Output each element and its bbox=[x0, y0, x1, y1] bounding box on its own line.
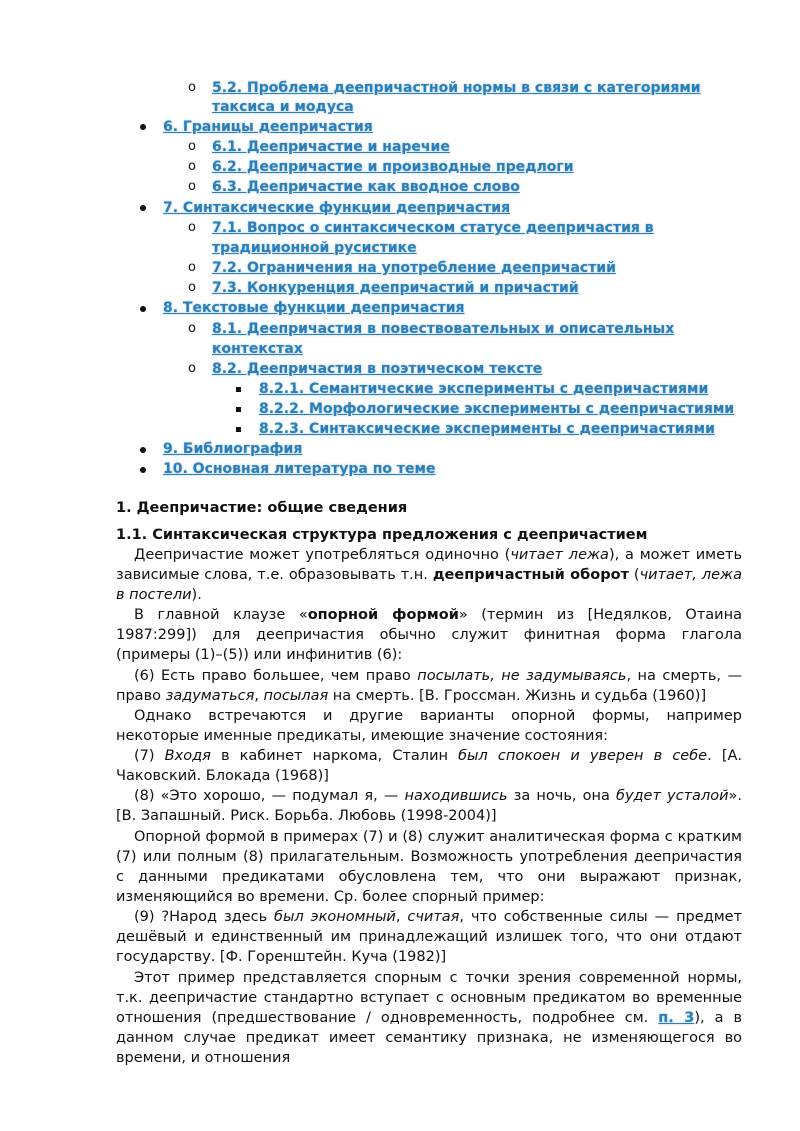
toc-link[interactable]: таксиса и модуса bbox=[212, 99, 354, 115]
toc-link[interactable]: 7.2. Ограничения на употребление деепричастий bbox=[212, 260, 616, 276]
italic-text: находившись bbox=[404, 788, 508, 804]
toc-link[interactable]: 10. Основная литература по теме bbox=[163, 461, 436, 477]
toc-link[interactable]: 7.1. Вопрос о синтаксическом статусе деепричастия в bbox=[212, 220, 654, 236]
toc-item-continuation bbox=[212, 339, 303, 359]
italic-text: Входя bbox=[164, 748, 211, 764]
toc-item-continuation bbox=[212, 97, 354, 117]
toc-item bbox=[212, 177, 520, 197]
text: , bbox=[395, 909, 408, 925]
text: ), а в данном случае предикат имеет семантику признака, не изменяющегося во времени, и отношения bbox=[116, 1010, 742, 1067]
toc-link[interactable]: 8.1. Деепричастия в повествовательных и описательных bbox=[212, 321, 675, 337]
circle-bullet: o bbox=[188, 361, 196, 376]
toc-item bbox=[163, 298, 465, 318]
toc-link[interactable]: 8. Текстовые функции деепричастия bbox=[163, 300, 465, 316]
section-reference-link[interactable]: п. 3 bbox=[658, 1010, 695, 1027]
toc-item bbox=[212, 319, 674, 339]
text: , на смерть, — право bbox=[116, 668, 742, 705]
circle-bullet: o bbox=[188, 260, 196, 275]
text: ). bbox=[191, 587, 202, 604]
toc-link[interactable]: 9. Библиография bbox=[163, 441, 303, 457]
toc-item bbox=[259, 399, 734, 419]
toc-item bbox=[212, 218, 654, 238]
circle-bullet: o bbox=[188, 159, 196, 174]
bullet-dot bbox=[140, 467, 146, 473]
italic-text: посылать, не задумываясь bbox=[417, 668, 627, 684]
text: на смерть. [В. Гроссман. Жизнь и судьба (1960)] bbox=[328, 688, 707, 705]
toc-item bbox=[163, 117, 373, 137]
italic-text: задуматься bbox=[165, 688, 255, 705]
text: (8) «Это хорошо, — подумал я, — bbox=[134, 788, 405, 804]
toc-item bbox=[212, 258, 616, 278]
section-heading: 1. Деепричастие: общие сведения bbox=[116, 500, 408, 516]
toc-item bbox=[259, 419, 715, 439]
circle-bullet: o bbox=[188, 220, 196, 235]
toc-link[interactable]: контекстах bbox=[212, 341, 303, 357]
bullet-dot bbox=[140, 124, 146, 130]
toc-link[interactable]: 6.3. Деепричастие как вводное слово bbox=[212, 179, 520, 195]
example-9 bbox=[116, 907, 742, 967]
text: Этот пример представляется спорным с точки зрения современной нормы, т.к. деепричастие стандартно вступает с основным предикатом во временные отношения (предшествование / одновременность, подробнее см. bbox=[116, 970, 742, 1027]
italic-text: будет усталой bbox=[616, 788, 729, 804]
toc-item-continuation bbox=[212, 238, 417, 258]
square-bullet bbox=[236, 387, 241, 392]
toc-item bbox=[212, 157, 574, 177]
text: ». [В. Запашный. Риск. Борьба. Любовь (1998-2004)] bbox=[116, 788, 742, 825]
toc-link[interactable]: 8.2.2. Морфологические эксперименты с деепричастиями bbox=[259, 401, 735, 417]
italic-text: был спокоен и уверен в себе bbox=[458, 748, 708, 764]
text: (7) bbox=[134, 748, 165, 764]
text: ( bbox=[628, 567, 640, 584]
text: , bbox=[254, 688, 264, 705]
text: » (термин из [Недялков, Отаина 1987:299]) для деепричастия обычно служит финитная форма глагола (примеры (1)–(5)) или инфинитив (6): bbox=[116, 607, 742, 664]
toc-link[interactable]: 8.2.1. Семантические эксперименты с деепричастиями bbox=[259, 381, 709, 397]
circle-bullet: o bbox=[188, 280, 196, 295]
example-6 bbox=[116, 666, 742, 706]
bold-term: опорной формой bbox=[307, 607, 459, 623]
paragraph-5 bbox=[116, 968, 742, 1068]
toc-link[interactable]: 6.2. Деепричастие и производные предлоги bbox=[212, 159, 574, 175]
text: (9) ?Народ здесь bbox=[134, 909, 275, 925]
toc-item bbox=[212, 359, 542, 379]
toc-item bbox=[212, 137, 450, 157]
text: в кабинет наркома, Сталин bbox=[210, 748, 459, 764]
text: . [А. Чаковский. Блокада (1968)] bbox=[116, 748, 743, 785]
square-bullet bbox=[236, 427, 241, 432]
example-8 bbox=[116, 786, 742, 826]
circle-bullet: o bbox=[188, 321, 196, 336]
text: Деепричастие может употребляться одиночно ( bbox=[134, 547, 511, 563]
circle-bullet: o bbox=[188, 179, 196, 194]
toc-item bbox=[163, 198, 510, 218]
toc-link[interactable]: 6. Границы деепричастия bbox=[163, 119, 373, 135]
toc-link[interactable]: 7. Синтаксические функции деепричастия bbox=[163, 200, 511, 216]
subsection-heading: 1.1. Синтаксическая структура предложения с деепричастием bbox=[116, 527, 648, 543]
circle-bullet: o bbox=[188, 139, 196, 154]
italic-text: читает лежа bbox=[510, 547, 609, 563]
square-bullet bbox=[236, 407, 241, 412]
bullet-dot bbox=[140, 306, 146, 312]
toc-link[interactable]: 6.1. Деепричастие и наречие bbox=[212, 139, 450, 155]
toc-link[interactable]: 8.2.3. Синтаксические эксперименты с деепричастиями bbox=[259, 421, 715, 437]
text: за ночь, она bbox=[507, 788, 616, 804]
toc-item bbox=[212, 78, 701, 98]
text: ), а может иметь зависимые слова, т.е. образовывать т.н. bbox=[116, 547, 743, 584]
bullet-dot bbox=[140, 205, 146, 211]
italic-text: читает, лежа в постели bbox=[116, 567, 742, 604]
paragraph-2 bbox=[116, 605, 742, 665]
toc-link[interactable]: 5.2. Проблема деепричастной нормы в связи с категориями bbox=[212, 80, 701, 96]
italic-text: считая bbox=[407, 909, 460, 925]
toc-item bbox=[212, 278, 579, 298]
paragraph-3 bbox=[116, 706, 742, 746]
paragraph-4 bbox=[116, 827, 742, 907]
italic-text: посылая bbox=[263, 688, 329, 705]
text: (6) Есть право большее, чем право bbox=[134, 668, 418, 684]
toc-item bbox=[163, 459, 435, 479]
text: , что собственные силы — предмет дешёвый и единственный им принадлежащий излишек того, что они отдают государству. [Ф. Горенштейн. Куча (1982)] bbox=[116, 909, 743, 966]
italic-text: был экономный bbox=[274, 909, 396, 925]
example-7 bbox=[116, 746, 742, 786]
toc-link[interactable]: 7.3. Конкуренция деепричастий и причастий bbox=[212, 280, 579, 296]
toc-link[interactable]: традиционной русистике bbox=[212, 240, 417, 256]
toc-item bbox=[259, 379, 708, 399]
toc-link[interactable]: 8.2. Деепричастия в поэтическом тексте bbox=[212, 361, 543, 377]
text: Однако встречаются и другие варианты опорной формы, например некоторые именные предикаты, имеющие значение состояния: bbox=[116, 708, 742, 745]
toc-item bbox=[163, 439, 302, 459]
circle-bullet: o bbox=[188, 80, 196, 95]
bold-term: деепричастный оборот bbox=[432, 567, 629, 584]
bullet-dot bbox=[140, 447, 146, 453]
text: Опорной формой в примерах (7) и (8) служит аналитическая форма с кратким (7) или полным (8) прилагательным. Возможность употребления деепричастия с данными предикатами обусловлена тем, что они выражают признак, изменяющийся во времени. Ср. более спорный пример: bbox=[116, 829, 742, 906]
paragraph-1 bbox=[116, 545, 742, 605]
text: В главной клаузе « bbox=[134, 607, 308, 623]
